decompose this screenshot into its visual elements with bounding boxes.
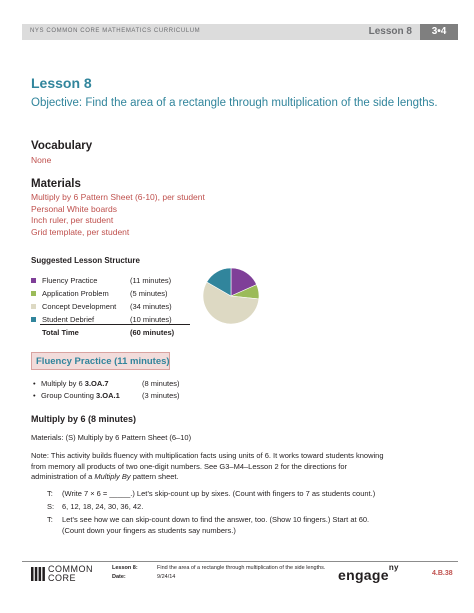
segment-minutes: (10 minutes) — [130, 315, 172, 324]
note-line: from memory all products of two one-digit numbers. See G3–M4–Lesson 2 for the directions for — [31, 461, 347, 471]
legend-swatch — [31, 291, 36, 296]
activity-name — [41, 391, 120, 400]
dialogue-line: 6, 12, 18, 24, 30, 36, 42. — [62, 502, 144, 511]
dialogue-line: (Count down your fingers as students say numbers.) — [62, 525, 236, 535]
logo-line: COMMON — [48, 564, 93, 574]
footer-lesson-value: Find the area of a rectangle through multiplication of the side lengths. — [157, 565, 326, 571]
lesson-title: Lesson 8 — [31, 75, 92, 91]
activity-minutes: (8 minutes) — [142, 379, 180, 388]
segment-name: Application Problem — [42, 289, 109, 298]
total-label: Total Time — [42, 328, 79, 337]
materials-item: Personal White boards — [31, 203, 117, 214]
segment-minutes: (34 minutes) — [130, 302, 172, 311]
brand-sup: ny — [388, 563, 399, 573]
materials-line: Materials: (S) Multiply by 6 Pattern Sheet (6–10) — [31, 433, 192, 442]
legend-swatch — [31, 317, 36, 322]
common-core-logo — [48, 565, 93, 583]
note-line: administration of a Multiply By pattern sheet. — [31, 472, 179, 481]
dialogue-speaker: T: — [47, 489, 53, 498]
legend-swatch — [31, 304, 36, 309]
activity-name — [41, 379, 109, 388]
activity-heading: Multiply by 6 (8 minutes) — [31, 414, 137, 424]
dialogue-speaker: S: — [47, 502, 55, 511]
activity-title: Multiply by 6 — [41, 379, 85, 388]
materials-heading: Materials — [31, 178, 81, 190]
total-divider — [40, 324, 190, 325]
total-minutes: (60 minutes) — [130, 328, 175, 337]
logo-line: CORE — [48, 573, 77, 583]
fluency-practice-title: Fluency Practice (11 minutes) — [36, 356, 170, 367]
grade-module-badge: 3•4 — [420, 24, 458, 40]
segment-name: Concept Development — [42, 302, 117, 311]
header-lesson-label: Lesson 8 — [368, 26, 412, 37]
running-header — [22, 24, 458, 40]
lesson-structure-pie-chart — [202, 267, 260, 325]
page-number: 4.B.38 — [432, 570, 453, 577]
bullet: • — [33, 379, 36, 388]
common-core-logo-icon — [31, 567, 45, 581]
segment-minutes: (11 minutes) — [130, 276, 172, 285]
emphasis: Multiply By — [94, 472, 131, 481]
footer-divider — [22, 561, 458, 562]
footer-date-value: 9/24/14 — [157, 574, 176, 580]
dialogue-line: Let’s see how we can skip-count down to find the answer, too. (Show 10 fingers.) Start at 60. — [62, 515, 370, 524]
activity-minutes: (3 minutes) — [142, 391, 180, 400]
note-line: Note: This activity builds fluency with multiplication facts using units of 6. It works toward students knowing — [31, 451, 384, 460]
segment-name: Student Debrief — [42, 315, 95, 324]
dialogue-line: (Write 7 × 6 = _____.) Let’s skip-count up by sixes. (Count with fingers to 7 as students count.) — [62, 489, 376, 498]
segment-minutes: (5 minutes) — [130, 289, 168, 298]
dialogue-speaker: T: — [47, 515, 53, 524]
vocabulary-heading: Vocabulary — [31, 140, 93, 152]
brand-text: engage — [338, 567, 389, 583]
activity-title: Group Counting — [41, 391, 97, 400]
footer-date-label: Date: — [112, 574, 126, 580]
standard-code: 3.OA.7 — [84, 379, 109, 388]
legend-swatch — [31, 278, 36, 283]
standard-code: 3.OA.1 — [96, 391, 120, 400]
footer-lesson-label: Lesson 8: — [112, 565, 138, 571]
engageny-logo — [338, 563, 399, 583]
materials-item: Multiply by 6 Pattern Sheet (6-10), per student — [31, 192, 205, 202]
vocabulary-item: None — [31, 155, 52, 165]
fluency-practice-box — [31, 352, 170, 370]
curriculum-label: NYS COMMON CORE MATHEMATICS CURRICULUM — [30, 28, 201, 34]
materials-item: Grid template, per student — [31, 226, 130, 237]
bullet: • — [33, 391, 36, 400]
lesson-objective: Objective: Find the area of a rectangle through multiplication of the side lengths. — [31, 97, 438, 109]
segment-name: Fluency Practice — [42, 276, 98, 285]
lesson-structure-heading: Suggested Lesson Structure — [31, 256, 140, 265]
materials-item: Inch ruler, per student — [31, 215, 114, 225]
